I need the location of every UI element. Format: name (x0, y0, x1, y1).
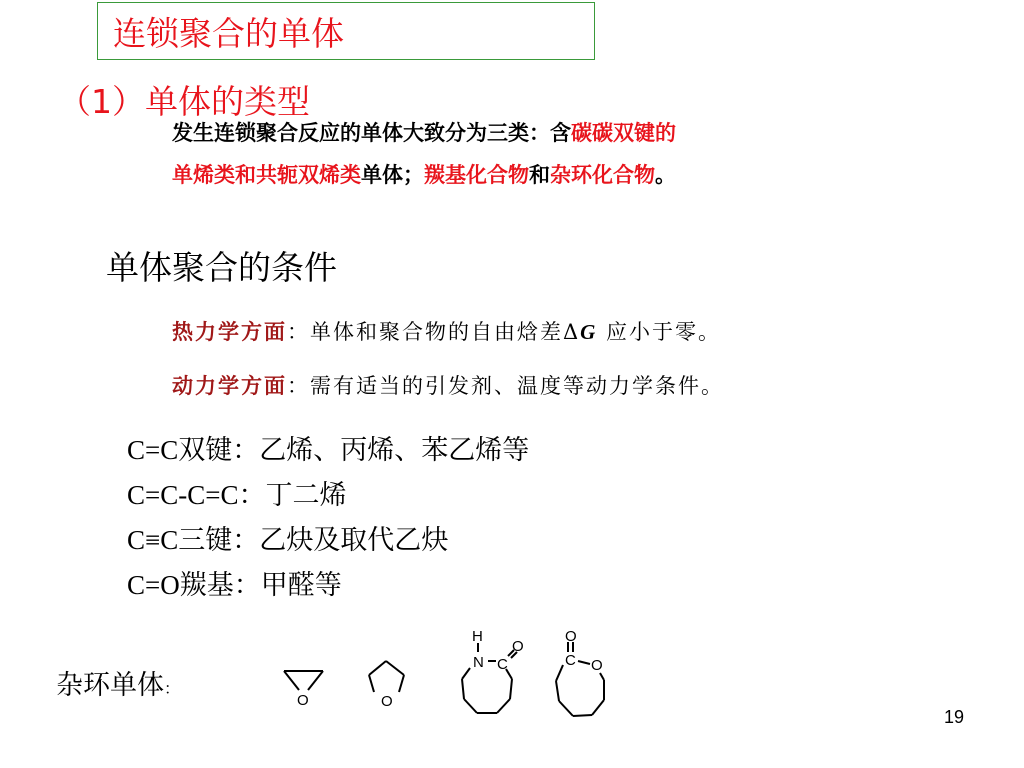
intro-text-4: 。 (655, 163, 676, 187)
intro-highlight-1: 碳碳双键的 (571, 121, 676, 145)
caprolactam-oxygen-label: O (512, 638, 524, 655)
list-item: C=O羰基：甲醛等 (127, 570, 342, 600)
page-number: 19 (944, 707, 965, 727)
epoxide-oxygen-label: O (297, 692, 309, 709)
epoxide-structure (284, 671, 323, 690)
list-item: C≡C三键：乙炔及取代乙炔 (127, 525, 449, 555)
heterocycle-colon: ： (164, 679, 181, 698)
intro-highlight-3: 羰基化合物 (424, 163, 529, 187)
kinetic-text: ：需有适当的引发剂、温度等动力学条件。 (287, 374, 724, 398)
thermo-symbol: G (580, 320, 598, 344)
kinetic-label: 动力学方面 (172, 373, 287, 398)
intro-text-2: 单体； (361, 163, 424, 187)
conditions-heading: 单体聚合的条件 (106, 248, 337, 287)
caprolactone-ring-oxygen-label: O (591, 657, 603, 674)
thf-oxygen-label: O (381, 693, 393, 710)
intro-highlight-2: 单烯类和共轭双烯类 (172, 163, 361, 187)
caprolactam-hydrogen-label: H (472, 628, 483, 645)
thermo-label: 热力学方面 (172, 319, 287, 344)
caprolactone-structure (556, 642, 604, 716)
slide-title: 连锁聚合的单体 (113, 14, 344, 53)
intro-text-1: 发生连锁聚合反应的单体大致分为三类：含 (172, 121, 571, 145)
caprolactone-oxygen-label: O (565, 628, 577, 645)
caprolactam-structure (462, 643, 517, 713)
thf-structure (369, 661, 404, 692)
list-item: C=C双键：乙烯、丙烯、苯乙烯等 (127, 435, 530, 465)
intro-text-3: 和 (529, 163, 550, 187)
thermo-text: ：单体和聚合物的自由焓差Δ (287, 320, 581, 344)
list-item: C=C-C=C：丁二烯 (127, 480, 347, 510)
section-heading: （1）单体的类型 (58, 82, 310, 121)
thermo-tail: 应小于零。 (597, 320, 722, 344)
intro-highlight-4: 杂环化合物 (550, 163, 655, 187)
caprolactam-carbon-label: C (497, 656, 508, 673)
caprolactam-nitrogen-label: N (473, 654, 484, 671)
heterocycle-label-text: 杂环单体 (56, 670, 164, 701)
caprolactone-carbon-label: C (565, 652, 576, 669)
